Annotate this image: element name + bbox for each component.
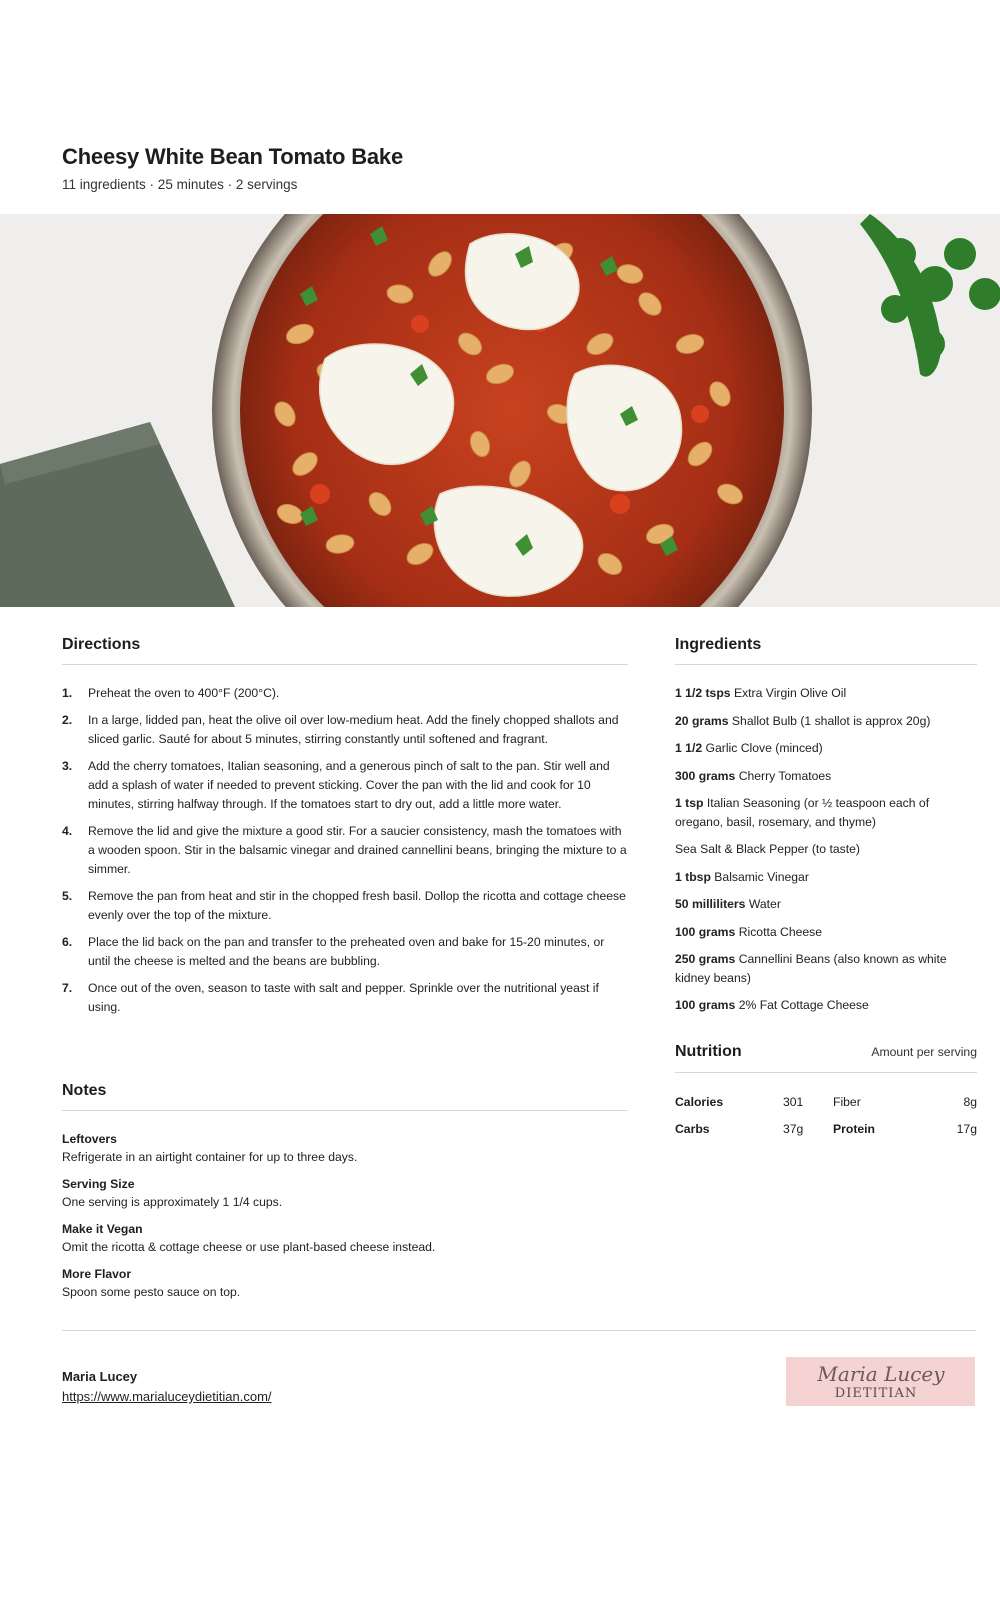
nutrient-value: 37g bbox=[783, 1121, 804, 1136]
nutrition-table bbox=[675, 1088, 977, 1142]
note-title: Make it Vegan bbox=[62, 1222, 143, 1236]
nutrient-label: Carbs bbox=[675, 1121, 710, 1136]
logo-word: DIETITIAN bbox=[834, 1386, 918, 1401]
logo-script: Maria Lucey bbox=[817, 1362, 945, 1386]
nutrition-heading: Nutrition bbox=[675, 1043, 742, 1060]
step-text: In a large, lidded pan, heat the olive oil over low-medium heat. Add the finely chopped shallots and sliced garlic. Sauté for about 5 minutes, stirring constantly until softened and fragrant. bbox=[88, 713, 619, 746]
ingredient-qty: 100 grams bbox=[675, 924, 736, 939]
ingredient-item bbox=[675, 868, 977, 887]
direction-step bbox=[62, 711, 627, 749]
ingredients-divider bbox=[675, 664, 977, 665]
step-text: Add the cherry tomatoes, Italian seasoning, and a generous pinch of salt to the pan. Stir well and add a splash of water if needed to prevent sticking. Cover the pan with the lid and cook for 10 minutes, stirring halfway through. If the tomatoes start to dry out, add a little more water. bbox=[88, 759, 610, 811]
hero-image bbox=[0, 214, 1000, 607]
nutrition-row bbox=[675, 1088, 977, 1115]
nutrition-divider bbox=[675, 1072, 977, 1073]
step-number: 6. bbox=[62, 935, 73, 949]
ingredient-name: Garlic Clove (minced) bbox=[705, 741, 823, 755]
ingredient-name: Italian Seasoning (or ½ teaspoon each of oregano, basil, rosemary, and thyme) bbox=[675, 796, 930, 829]
nutrition-subheading: Amount per serving bbox=[871, 1045, 977, 1059]
ingredient-name: Ricotta Cheese bbox=[738, 924, 823, 939]
ingredient-name: 2% Fat Cottage Cheese bbox=[738, 998, 869, 1012]
note-title: More Flavor bbox=[62, 1267, 132, 1281]
nutrient-value: 301 bbox=[783, 1094, 804, 1109]
dietitian-logo bbox=[786, 1357, 975, 1406]
ingredient-item bbox=[675, 840, 977, 859]
ingredient-item bbox=[675, 996, 977, 1015]
note-item bbox=[62, 1220, 627, 1256]
ingredient-qty: 1 tbsp bbox=[675, 869, 711, 884]
ingredient-qty: 1 tsp bbox=[675, 796, 704, 810]
directions-heading: Directions bbox=[62, 636, 141, 653]
ingredients-list bbox=[675, 684, 977, 1024]
step-number: 5. bbox=[62, 889, 73, 903]
ingredient-qty: 20 grams bbox=[675, 713, 729, 728]
step-number: 4. bbox=[62, 824, 73, 838]
ingredients-heading: Ingredients bbox=[675, 636, 762, 653]
step-text: Remove the pan from heat and stir in the chopped fresh basil. Dollop the ricotta and cottage cheese evenly over the top of the mixture. bbox=[88, 889, 626, 922]
directions-list bbox=[62, 684, 627, 1025]
direction-step bbox=[62, 757, 627, 814]
nutrient-label: Protein bbox=[833, 1121, 875, 1136]
ingredient-item bbox=[675, 950, 977, 987]
step-text: Remove the lid and give the mixture a good stir. For a saucier consistency, mash the tomatoes with a wooden spoon. Stir in the balsamic vinegar and drained cannellini beans, bringing the mixture to a simmer. bbox=[88, 824, 627, 876]
ingredient-name: Shallot Bulb (1 shallot is approx 20g) bbox=[731, 713, 931, 728]
recipe-title: Cheesy White Bean Tomato Bake bbox=[62, 144, 403, 169]
step-number: 1. bbox=[62, 686, 73, 700]
step-text: Preheat the oven to 400°F (200°C). bbox=[88, 686, 280, 700]
ingredient-qty: 300 grams bbox=[675, 768, 736, 783]
nutrient-value: 8g bbox=[963, 1094, 977, 1109]
notes-heading: Notes bbox=[62, 1082, 107, 1099]
directions-divider bbox=[62, 664, 628, 665]
ingredient-name: Sea Salt & Black Pepper (to taste) bbox=[675, 842, 860, 856]
step-number: 7. bbox=[62, 981, 73, 995]
direction-step bbox=[62, 684, 627, 703]
notes-list bbox=[62, 1130, 627, 1310]
ingredient-qty: 50 milliliters bbox=[675, 897, 746, 911]
author-website-link[interactable]: https://www.marialuceydietitian.com/ bbox=[62, 1389, 272, 1404]
note-title: Leftovers bbox=[62, 1132, 117, 1146]
ingredient-name: Balsamic Vinegar bbox=[714, 869, 809, 884]
note-text: One serving is approximately 1 1/4 cups. bbox=[62, 1195, 283, 1209]
notes-divider bbox=[62, 1110, 628, 1111]
step-number: 2. bbox=[62, 713, 73, 727]
ingredient-item bbox=[675, 739, 977, 758]
logo-mark bbox=[786, 1357, 975, 1406]
direction-step bbox=[62, 933, 627, 971]
ingredient-name: Cannellini Beans (also known as white kidney beans) bbox=[675, 952, 947, 985]
ingredient-item bbox=[675, 767, 977, 786]
direction-step bbox=[62, 887, 627, 925]
note-item bbox=[62, 1130, 627, 1166]
ingredient-qty: 1 1/2 tsps bbox=[675, 686, 731, 700]
ingredient-qty: 100 grams bbox=[675, 998, 736, 1012]
ingredient-item bbox=[675, 794, 977, 831]
nutrient-label: Fiber bbox=[833, 1094, 861, 1109]
ingredient-qty: 1 1/2 bbox=[675, 741, 703, 755]
step-text: Place the lid back on the pan and transfer to the preheated oven and bake for 15-20 minutes, or until the cheese is melted and the beans are bubbling. bbox=[88, 935, 605, 968]
ingredient-item bbox=[675, 712, 977, 731]
ingredient-name: Cherry Tomatoes bbox=[738, 768, 832, 783]
nutrition-row bbox=[675, 1115, 977, 1142]
note-title: Serving Size bbox=[62, 1177, 135, 1191]
note-text: Refrigerate in an airtight container for up to three days. bbox=[62, 1150, 358, 1164]
ingredient-name: Extra Virgin Olive Oil bbox=[733, 686, 847, 700]
nutrient-label: Calories bbox=[675, 1094, 724, 1109]
nutrient-value: 17g bbox=[956, 1121, 977, 1136]
ingredient-item bbox=[675, 923, 977, 942]
step-number: 3. bbox=[62, 759, 73, 773]
recipe-meta: 11 ingredients · 25 minutes · 2 servings bbox=[62, 177, 298, 192]
step-text: Once out of the oven, season to taste with salt and pepper. Sprinkle over the nutritional yeast if using. bbox=[88, 981, 599, 1014]
footer-divider bbox=[62, 1330, 976, 1331]
ingredient-qty: 250 grams bbox=[675, 952, 736, 966]
ingredient-name: Water bbox=[748, 897, 781, 911]
ingredient-item bbox=[675, 895, 977, 914]
note-text: Omit the ricotta & cottage cheese or use plant-based cheese instead. bbox=[62, 1240, 436, 1254]
direction-step bbox=[62, 979, 627, 1017]
direction-step bbox=[62, 822, 627, 879]
author-name: Maria Lucey bbox=[62, 1369, 138, 1384]
note-text: Spoon some pesto sauce on top. bbox=[62, 1285, 241, 1299]
skillet-illustration bbox=[0, 214, 1000, 607]
note-item bbox=[62, 1265, 627, 1301]
note-item bbox=[62, 1175, 627, 1211]
ingredient-item bbox=[675, 684, 977, 703]
